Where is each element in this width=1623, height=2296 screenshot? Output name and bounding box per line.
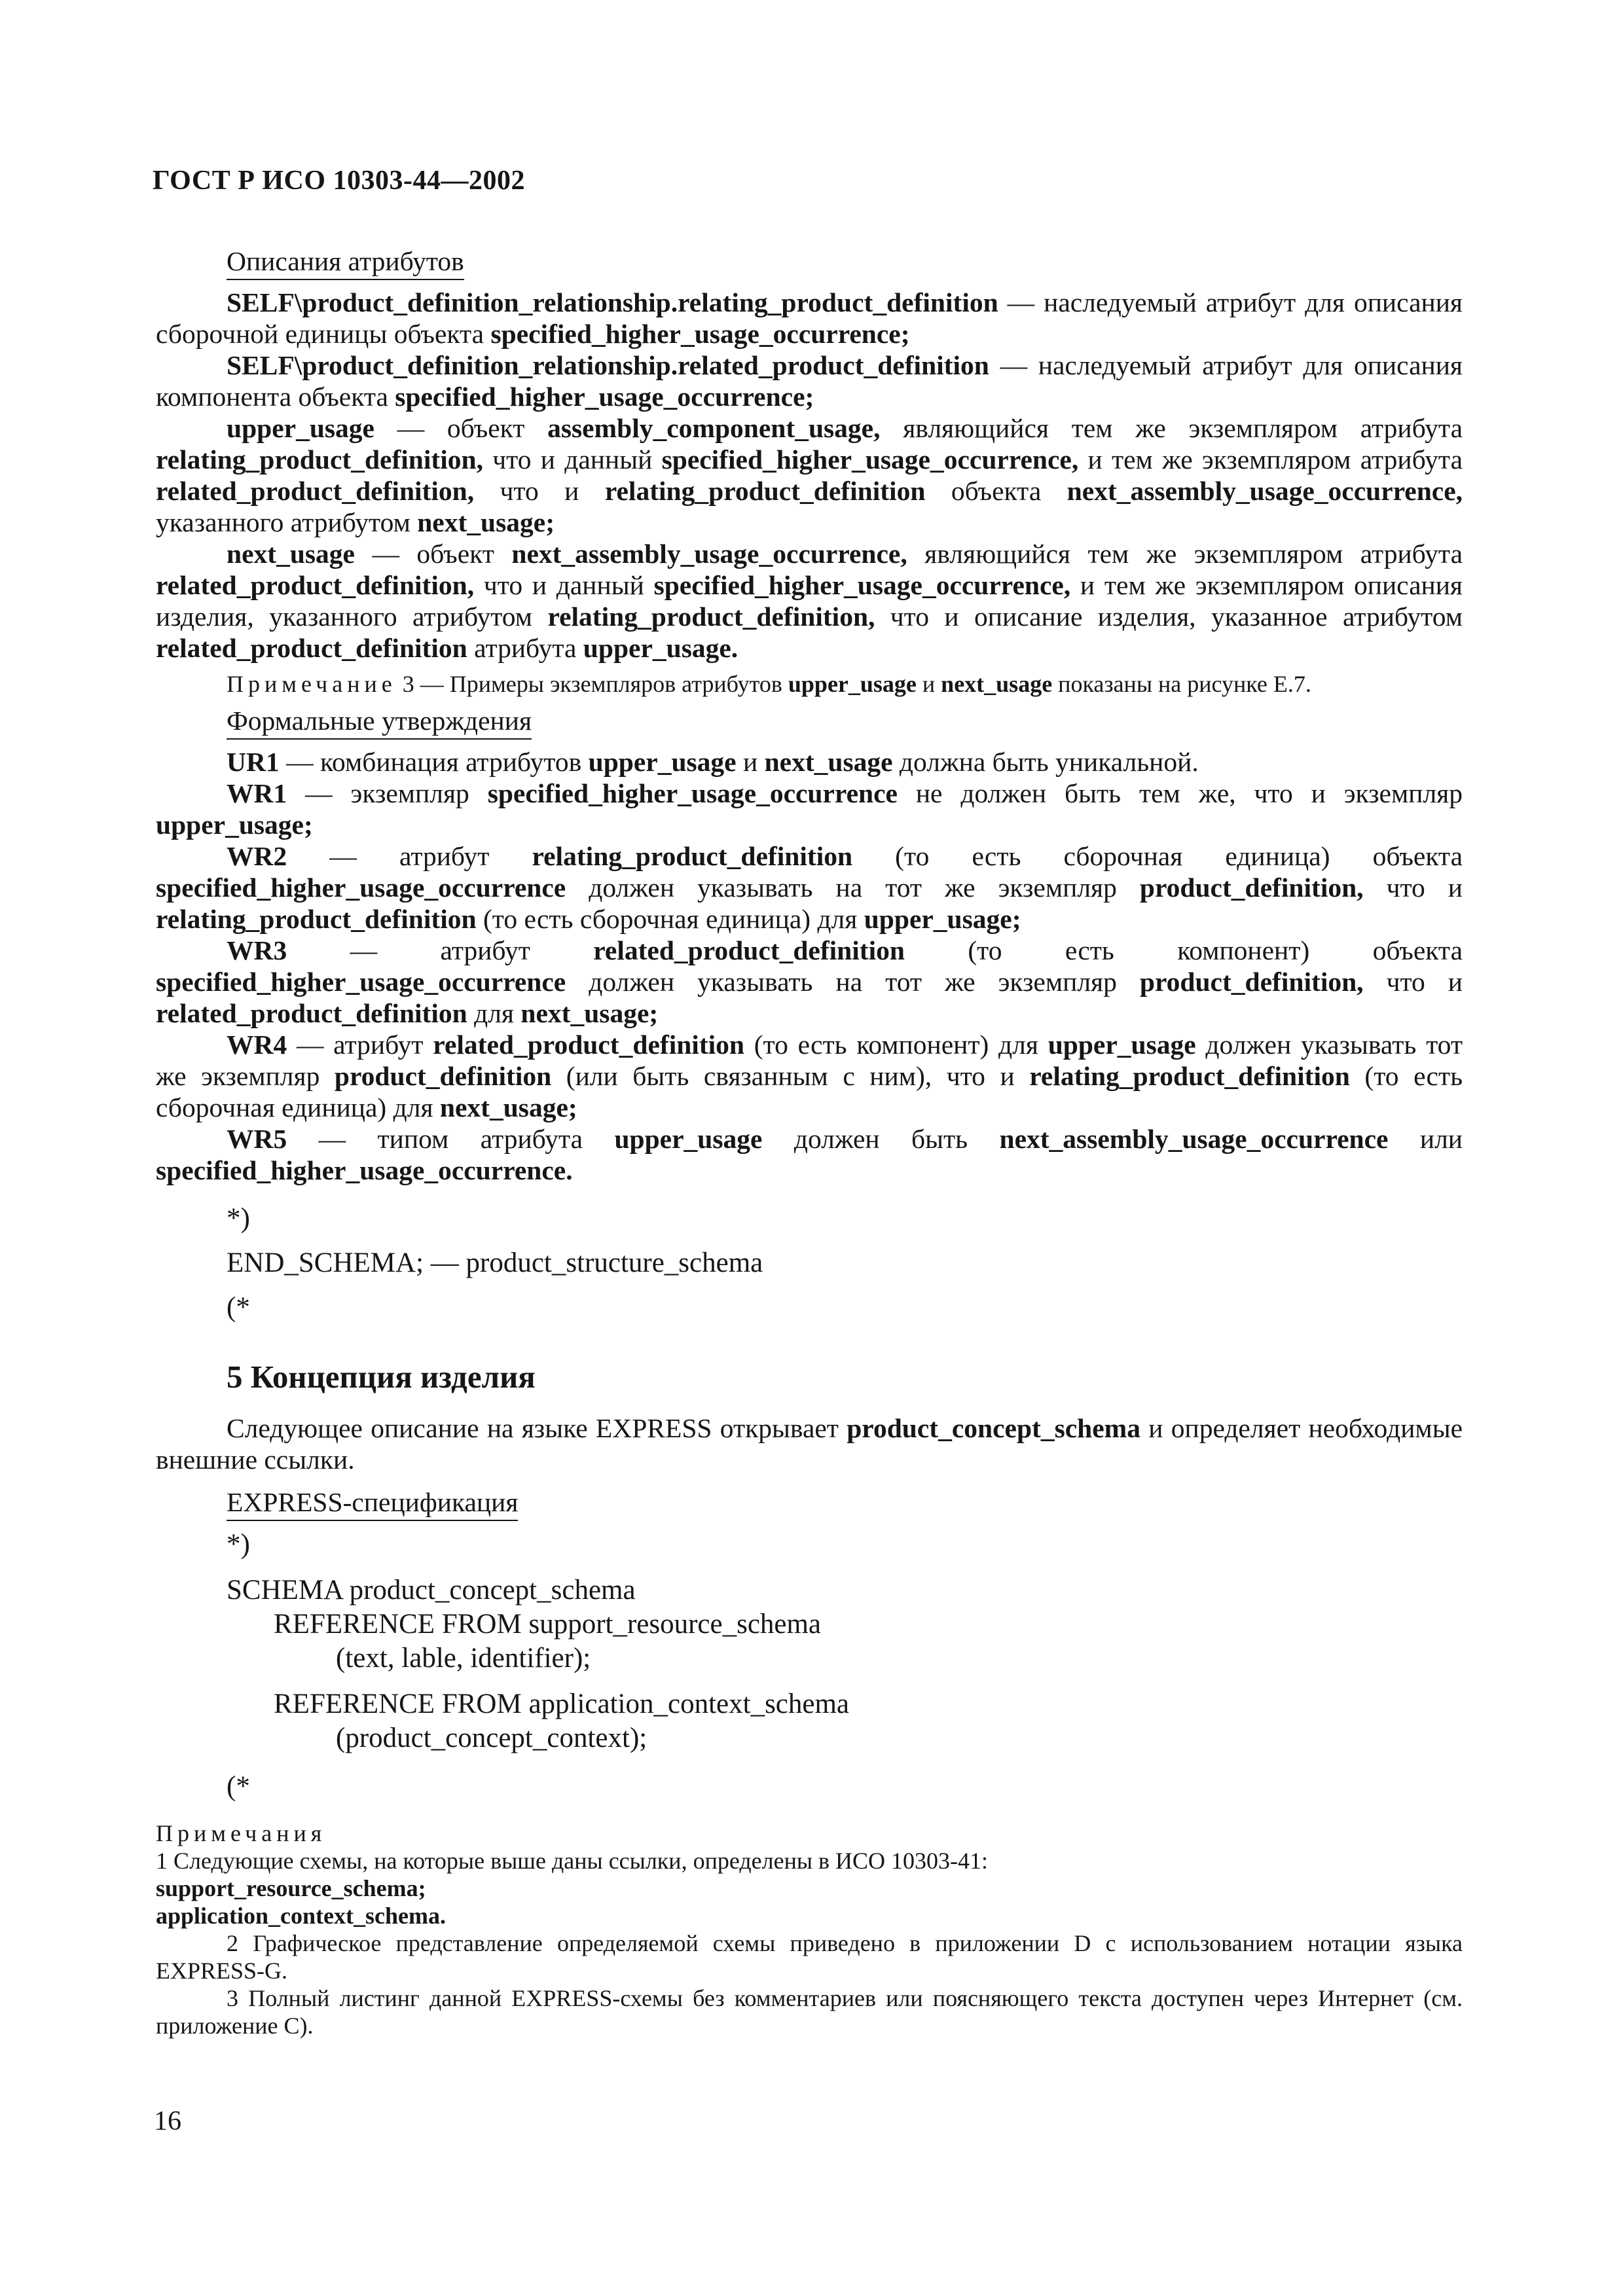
attributes-heading: Описания атрибутов — [227, 243, 464, 280]
express-heading: EXPRESS-спецификация — [227, 1484, 518, 1521]
notes-heading: Примечания — [156, 1820, 327, 1846]
note-1: 1 Следующие схемы, на которые выше даны ссылки, определены в ИСО 10303-41: — [156, 1848, 989, 1874]
page-header: ГОСТ Р ИСО 10303-44—2002 — [153, 166, 526, 196]
page-number: 16 — [154, 2106, 181, 2136]
attr-paragraph-relating: SELF\product_definition_relationship.relating_product_definition — наследуемый атрибут для описания сборочной единицы объекта specified_higher_usage_occurrence; — [156, 287, 1463, 349]
code2-reference-1-list: (text, lable, identifier); — [336, 1643, 591, 1674]
attr-paragraph-next-usage: next_usage — объект next_assembly_usage_occurrence, являющийся тем же экземпляром атрибута related_product_definition, что и данный specified_higher_usage_occurrence, и тем же экземпляром описания изделия, указанного атрибутом relating_product_definition, что и описание изделия, указанное атрибутом related_product_definition атрибута upper_usage. — [156, 539, 1463, 663]
rule-wr1: WR1 — экземпляр specified_higher_usage_occurrence не должен быть тем же, что и экземпляр upper_usage; — [156, 778, 1463, 840]
page-content — [156, 243, 1463, 2039]
rule-wr5: WR5 — типом атрибута upper_usage должен быть next_assembly_usage_occurrence или specified_higher_usage_occurrence. — [156, 1124, 1463, 1185]
attr-paragraph-related: SELF\product_definition_relationship.related_product_definition — наследуемый атрибут для описания компонента объекта specified_higher_usage_occurrence; — [156, 350, 1463, 412]
code-close-comment: *) — [227, 1203, 250, 1234]
rule-wr2: WR2 — атрибут relating_product_definition (то есть сборочная единица) объекта specified_higher_usage_occurrence должен указывать на тот же экземпляр product_definition, что и relating_product_definition (то есть сборочная единица) для upper_usage; — [156, 841, 1463, 934]
code2-schema: SCHEMA product_concept_schema — [227, 1575, 636, 1605]
formal-heading: Формальные утверждения — [227, 703, 532, 740]
code2-reference-2-list: (product_concept_context); — [336, 1723, 647, 1753]
note-1-schema-1: support_resource_schema; — [156, 1875, 426, 1901]
note-3-listing: 3 Полный листинг данной EXPRESS-схемы без комментариев или поясняющего текста доступен через Интернет (см. приложение С). — [156, 1985, 1463, 2039]
section-5-intro: Следующее описание на языке EXPRESS открывает product_concept_schema и определяет необходимые внешние ссылки. — [156, 1413, 1463, 1475]
code-end-schema: END_SCHEMA; — product_structure_schema — [227, 1247, 763, 1278]
note-3: Примечание 3 — Примеры экземпляров атрибутов upper_usage и next_usage показаны на рисунке Е.7. — [227, 671, 1311, 697]
code2-open-comment: (* — [227, 1771, 250, 1802]
code2-reference-2: REFERENCE FROM application_context_schema — [274, 1689, 850, 1719]
rule-ur1: UR1 — комбинация атрибутов upper_usage и next_usage должна быть уникальной. — [227, 747, 1199, 777]
rule-wr3: WR3 — атрибут related_product_definition (то есть компонент) объекта specified_higher_usage_occurrence должен указывать на тот же экземпляр product_definition, что и related_product_definition для next_usage; — [156, 935, 1463, 1028]
section-5-title: 5 Концепция изделия — [227, 1359, 536, 1395]
code-open-comment: (* — [227, 1292, 250, 1323]
notes-block — [156, 1820, 1463, 2039]
note-1-schema-2: application_context_schema. — [156, 1903, 446, 1929]
rule-wr4: WR4 — атрибут related_product_definition (то есть компонент) для upper_usage должен указывать тот же экземпляр product_definition (или быть связанным с ним), что и relating_product_definition (то есть сборочная единица) для next_usage; — [156, 1030, 1463, 1122]
attr-paragraph-upper-usage: upper_usage — объект assembly_component_usage, являющийся тем же экземпляром атрибута relating_product_definition, что и данный specified_higher_usage_occurrence, и тем же экземпляром атрибута related_product_definition, что и relating_product_definition объекта next_assembly_usage_occurrence, указанного атрибутом next_usage; — [156, 413, 1463, 537]
note-2: 2 Графическое представление определяемой схемы приведено в приложении D с использованием нотации языка EXPRESS-G. — [156, 1930, 1463, 1984]
code2-reference-1: REFERENCE FROM support_resource_schema — [274, 1609, 822, 1640]
code2-close-comment: *) — [227, 1529, 250, 1560]
